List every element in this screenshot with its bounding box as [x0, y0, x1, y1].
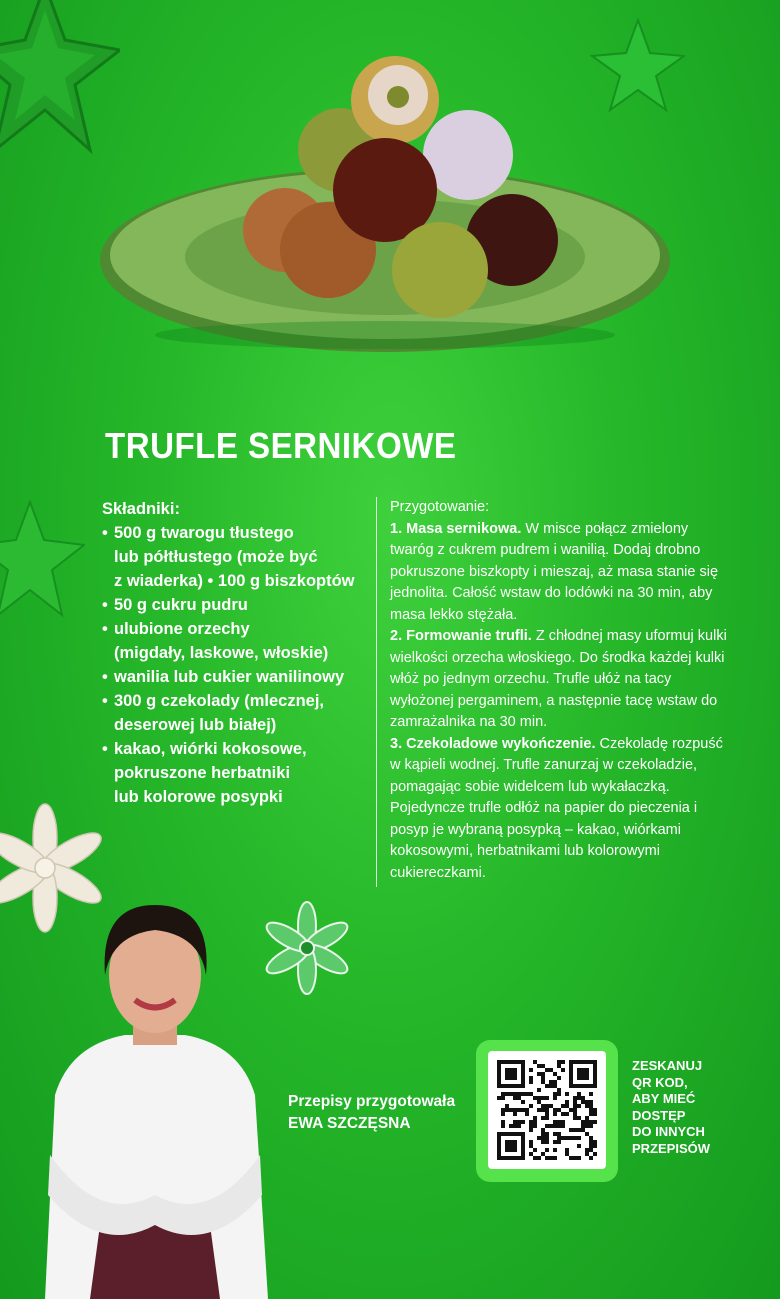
ingredient-line: kakao, wiórki kokosowe,	[114, 740, 307, 758]
ingredient-line: (migdały, laskowe, włoskie)	[114, 644, 329, 662]
ingredients-heading: Składniki:	[102, 500, 180, 518]
preparation-step	[390, 519, 735, 627]
ingredient-line: pokruszone herbatniki	[114, 764, 291, 782]
qr-cta	[632, 1058, 710, 1157]
qr-cta-line: QR KOD,	[632, 1074, 688, 1090]
ingredient-item: • 300 g czekolady (mlecznej, deserowej lub białej)	[102, 689, 372, 737]
ingredient-line: 300 g czekolady (mlecznej,	[114, 692, 325, 710]
ingredient-item: • kakao, wiórki kokosowe, pokruszone herbatniki lub kolorowe posypki	[102, 737, 372, 809]
ingredient-line: lub półtłustego (może być	[114, 548, 318, 566]
step-title: 1. Masa sernikowa.	[390, 520, 522, 537]
qr-cta-line: DO INNYCH	[632, 1124, 705, 1139]
truffles-plate-photo	[100, 45, 670, 355]
preparation-heading: Przygotowanie:	[390, 499, 490, 515]
ingredient-line: 500 g twarogu tłustego	[114, 524, 294, 542]
ingredient-item: • wanilia lub cukier wanilinowy	[102, 665, 372, 689]
qr-cta-line: ABY MIEĆ	[632, 1091, 696, 1106]
author-credit-label: Przepisy przygotowała	[288, 1093, 456, 1110]
preparation-text	[390, 497, 735, 884]
ingredient-line: wanilia lub cukier wanilinowy	[114, 668, 345, 686]
step-text: Czekoladę rozpuść w kąpieli wodnej. Trufle zanurzaj w czekoladzie, pomagając sobie widelcem lub wykałaczką. Pojedyncze trufle odłóż na papier do pieczenia i posyp je wybraną posypką – kakao, wiórkami kokosowymi, herbatnikami lub kolorowymi cukiereczkami.	[390, 735, 723, 881]
author-credit	[288, 1091, 455, 1135]
step-title: 2. Formowanie trufli.	[390, 628, 532, 644]
ingredient-item: • ulubione orzechy (migdały, laskowe, włoskie)	[102, 617, 372, 665]
qr-cta-line: ZESKANUJ	[632, 1058, 703, 1073]
recipe-title: TRUFLE SERNIKOWE	[105, 425, 457, 466]
preparation-step	[390, 626, 735, 734]
ingredient-item: • 500 g twarogu tłustego lub półtłustego (może być z wiaderka) • 100 g biszkoptów	[102, 521, 372, 593]
author-photo	[30, 895, 280, 1299]
ingredient-line: 50 g cukru pudru	[114, 596, 248, 614]
author-name: EWA SZCZĘSNA	[288, 1115, 411, 1132]
ingredient-line: lub kolorowe posypki	[114, 788, 283, 806]
ingredient-line: deserowej lub białej)	[114, 716, 277, 734]
qr-cta-line: DOSTĘP	[632, 1107, 686, 1123]
qr-code-icon	[488, 1051, 606, 1169]
qr-code[interactable]	[488, 1051, 606, 1169]
column-divider	[376, 497, 377, 887]
step-text: W misce połącz zmielony twaróg z cukrem pudrem i wanilią. Dodaj drobno pokruszone biszkopty i mieszaj, aż masa stanie się jednolita. Całość wstaw do lodówki na 30 min, aby masa lekko stężała.	[390, 520, 719, 623]
ingredient-item: • 50 g cukru pudru	[102, 593, 372, 617]
knitted-star-ornament-icon	[0, 500, 85, 620]
ingredient-line: z wiaderka) • 100 g biszkoptów	[114, 572, 355, 590]
ingredient-line: ulubione orzechy	[114, 620, 250, 638]
step-title: 3. Czekoladowe wykończenie.	[390, 735, 596, 752]
qr-cta-line: PRZEPISÓW	[632, 1140, 711, 1156]
preparation-step	[390, 734, 735, 885]
step-text: Z chłodnej masy uformuj kulki wielkości orzecha włoskiego. Do środka każdej kulki włóż po jednym orzechu. Trufle ułóż na tacy wyłożonej pergaminem, a następnie tacę wstaw do zamrażalnika na 30 min.	[390, 628, 727, 730]
ingredients-list	[102, 497, 372, 809]
